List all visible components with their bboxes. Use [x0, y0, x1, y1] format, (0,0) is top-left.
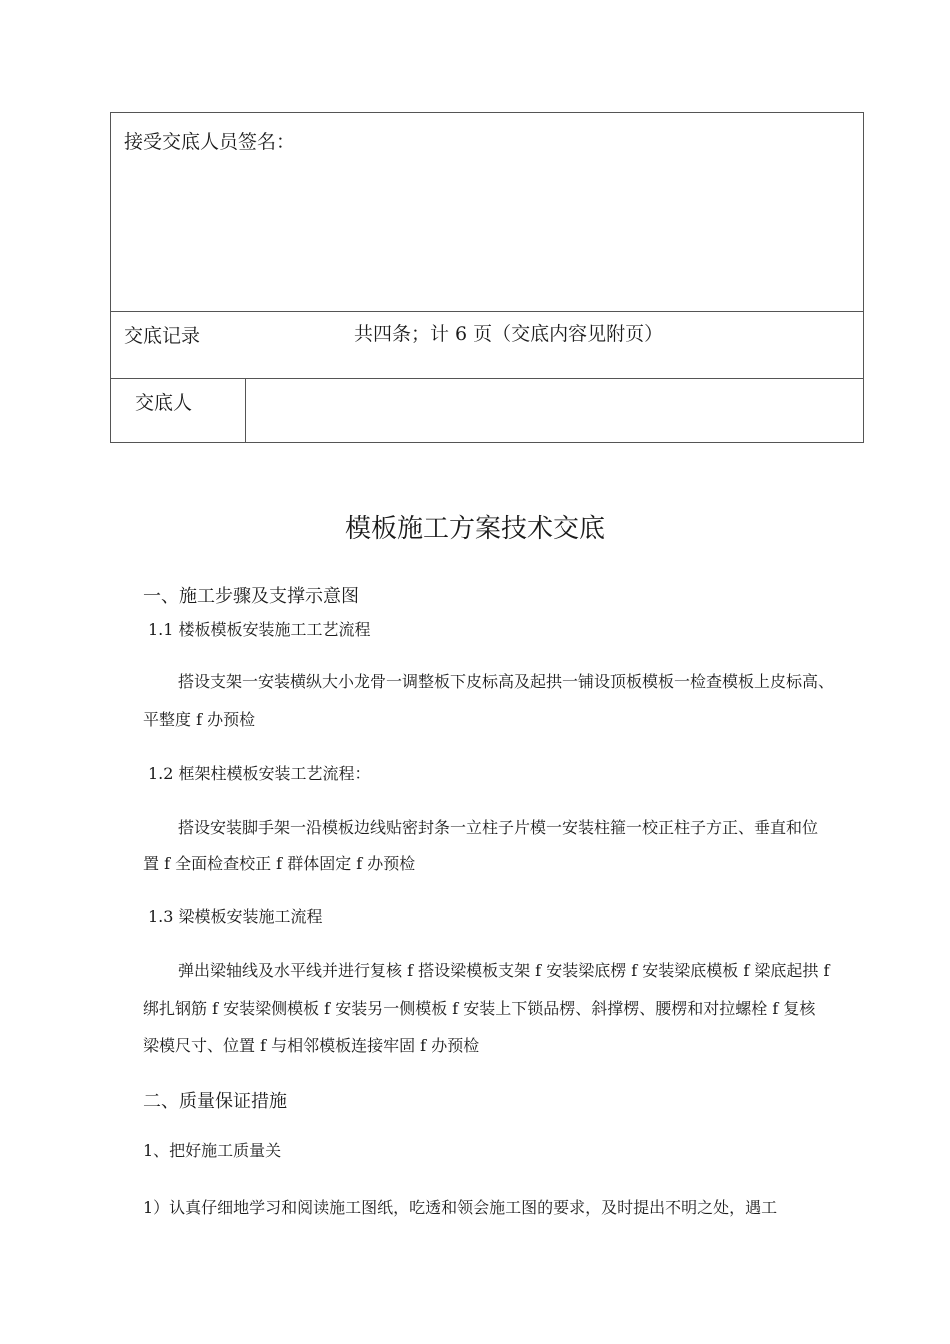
section-heading: 二、质量保证措施 [143, 1091, 287, 1112]
subsection-heading: 1.2 框架柱模板安装工艺流程： [148, 764, 371, 783]
paragraph-line: 绑扎钢筋 f 安装梁侧模板 f 安装另一侧模板 f 安装上下锁品楞、斜撑楞、腰楞和对拉螺栓 f 复核 [143, 999, 816, 1018]
record-row [111, 311, 863, 379]
signature-label: 接受交底人员签名： [124, 131, 296, 153]
section-heading: 一、施工步骤及支撑示意图 [143, 586, 359, 607]
paragraph-line: 弹出梁轴线及水平线并进行复核 f 搭设梁模板支架 f 安装梁底楞 f 安装梁底模板 f 梁底起拱 f [178, 961, 830, 980]
paragraph-line: 置 f 全面检查校正 f 群体固定 f 办预检 [143, 854, 416, 873]
person-label: 交底人 [135, 392, 193, 414]
subsection-heading: 1.1 楼板模板安装施工工艺流程 [148, 620, 371, 639]
list-item: 1）认真仔细地学习和阅读施工图纸，吃透和领会施工图的要求，及时提出不明之处，遇工 [143, 1198, 778, 1217]
handover-table [110, 112, 864, 443]
paragraph-line: 搭设安装脚手架一沿模板边线贴密封条一立柱子片模一安装柱箍一校正柱子方正、垂直和位 [178, 818, 819, 837]
paragraph-line: 平整度 f 办预检 [143, 710, 256, 729]
paragraph-line: 搭设支架一安装横纵大小龙骨一调整板下皮标高及起拱一铺设顶板模板一检查模板上皮标高、 [178, 672, 835, 691]
subsection-heading: 1.3 梁模板安装施工流程 [148, 907, 323, 926]
document-title: 模板施工方案技术交底 [344, 514, 605, 544]
signature-row [111, 113, 863, 312]
list-item-heading: 1、把好施工质量关 [143, 1141, 282, 1160]
column-divider [245, 378, 246, 442]
record-label: 交底记录 [124, 325, 201, 347]
record-value: 共四条；计 6 页（交底内容见附页） [354, 323, 664, 345]
person-row [111, 378, 863, 442]
paragraph-line: 梁模尺寸、位置 f 与相邻模板连接牢固 f 办预检 [143, 1036, 480, 1055]
